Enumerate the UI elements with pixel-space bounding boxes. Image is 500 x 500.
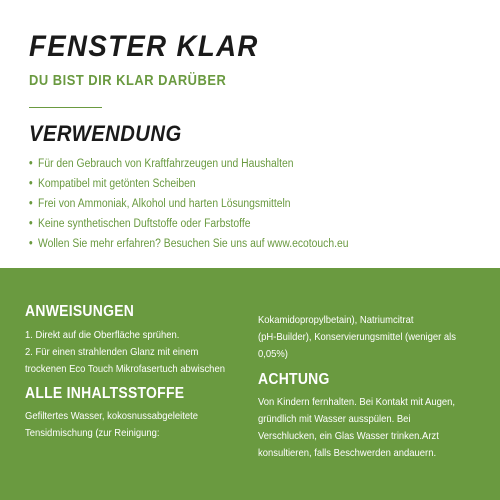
bullet-icon: • (29, 218, 33, 230)
instructions-line: 1. Direkt auf die Oberfläche sprühen. (25, 329, 180, 341)
bullet-icon: • (29, 198, 33, 210)
warning-heading: ACHTUNG (258, 371, 330, 388)
list-item-text: Wollen Sie mehr erfahren? Besuchen Sie uns auf www.ecotouch.eu (38, 238, 349, 250)
list-item (29, 154, 349, 174)
instructions-heading: ANWEISUNGEN (25, 303, 135, 320)
warning-text (258, 394, 461, 462)
ingredients-line: Tensidmischung (zur Reinigung: (25, 427, 160, 439)
list-item (29, 214, 349, 234)
ingredients-line: 0,05%) (258, 348, 288, 360)
warning-line: gründlich mit Wasser ausspülen. Bei (258, 413, 411, 425)
list-item (29, 194, 349, 214)
bullet-icon: • (29, 238, 33, 250)
bullet-icon: • (29, 158, 33, 170)
warning-line: Verschlucken, ein Glas Wasser trinken.Arzt (258, 430, 439, 442)
list-item (29, 234, 349, 254)
warning-line: konsultieren, falls Beschwerden andauern. (258, 447, 437, 459)
divider (29, 107, 102, 108)
product-title: FENSTER KLAR (29, 30, 259, 63)
left-column (25, 303, 250, 442)
list-item (29, 174, 349, 194)
product-subtitle: DU BIST DIR KLAR DARÜBER (29, 72, 227, 89)
usage-heading: VERWENDUNG (29, 121, 182, 146)
ingredients-line: Gefiltertes Wasser, kokosnussabgeleitete (25, 410, 198, 422)
instructions-line: 2. Für einen strahlenden Glanz mit einem (25, 346, 199, 358)
list-item-text: Keine synthetischen Duftstoffe oder Farbstoffe (38, 218, 251, 230)
bullet-icon: • (29, 178, 33, 190)
list-item-text: Kompatibel mit getönten Scheiben (38, 178, 196, 190)
ingredients-heading: ALLE INHALTSSTOFFE (25, 385, 185, 402)
instructions-text (25, 327, 228, 378)
list-item-text: Frei von Ammoniak, Alkohol und harten Lösungsmitteln (38, 198, 291, 210)
right-column (258, 312, 483, 462)
ingredients-line: (pH-Builder), Konservierungsmittel (weniger als (258, 331, 456, 343)
ingredients-line: Kokamidopropylbetain), Natriumcitrat (258, 314, 414, 326)
instructions-line: trockenen Eco Touch Mikrofasertuch abwischen (25, 363, 225, 375)
warning-line: Von Kindern fernhalten. Bei Kontakt mit Augen, (258, 396, 456, 408)
list-item-text: Für den Gebrauch von Kraftfahrzeugen und Haushalten (38, 158, 294, 170)
usage-list (29, 154, 384, 254)
ingredients-text (25, 408, 228, 442)
ingredients-continued-text (258, 312, 461, 363)
